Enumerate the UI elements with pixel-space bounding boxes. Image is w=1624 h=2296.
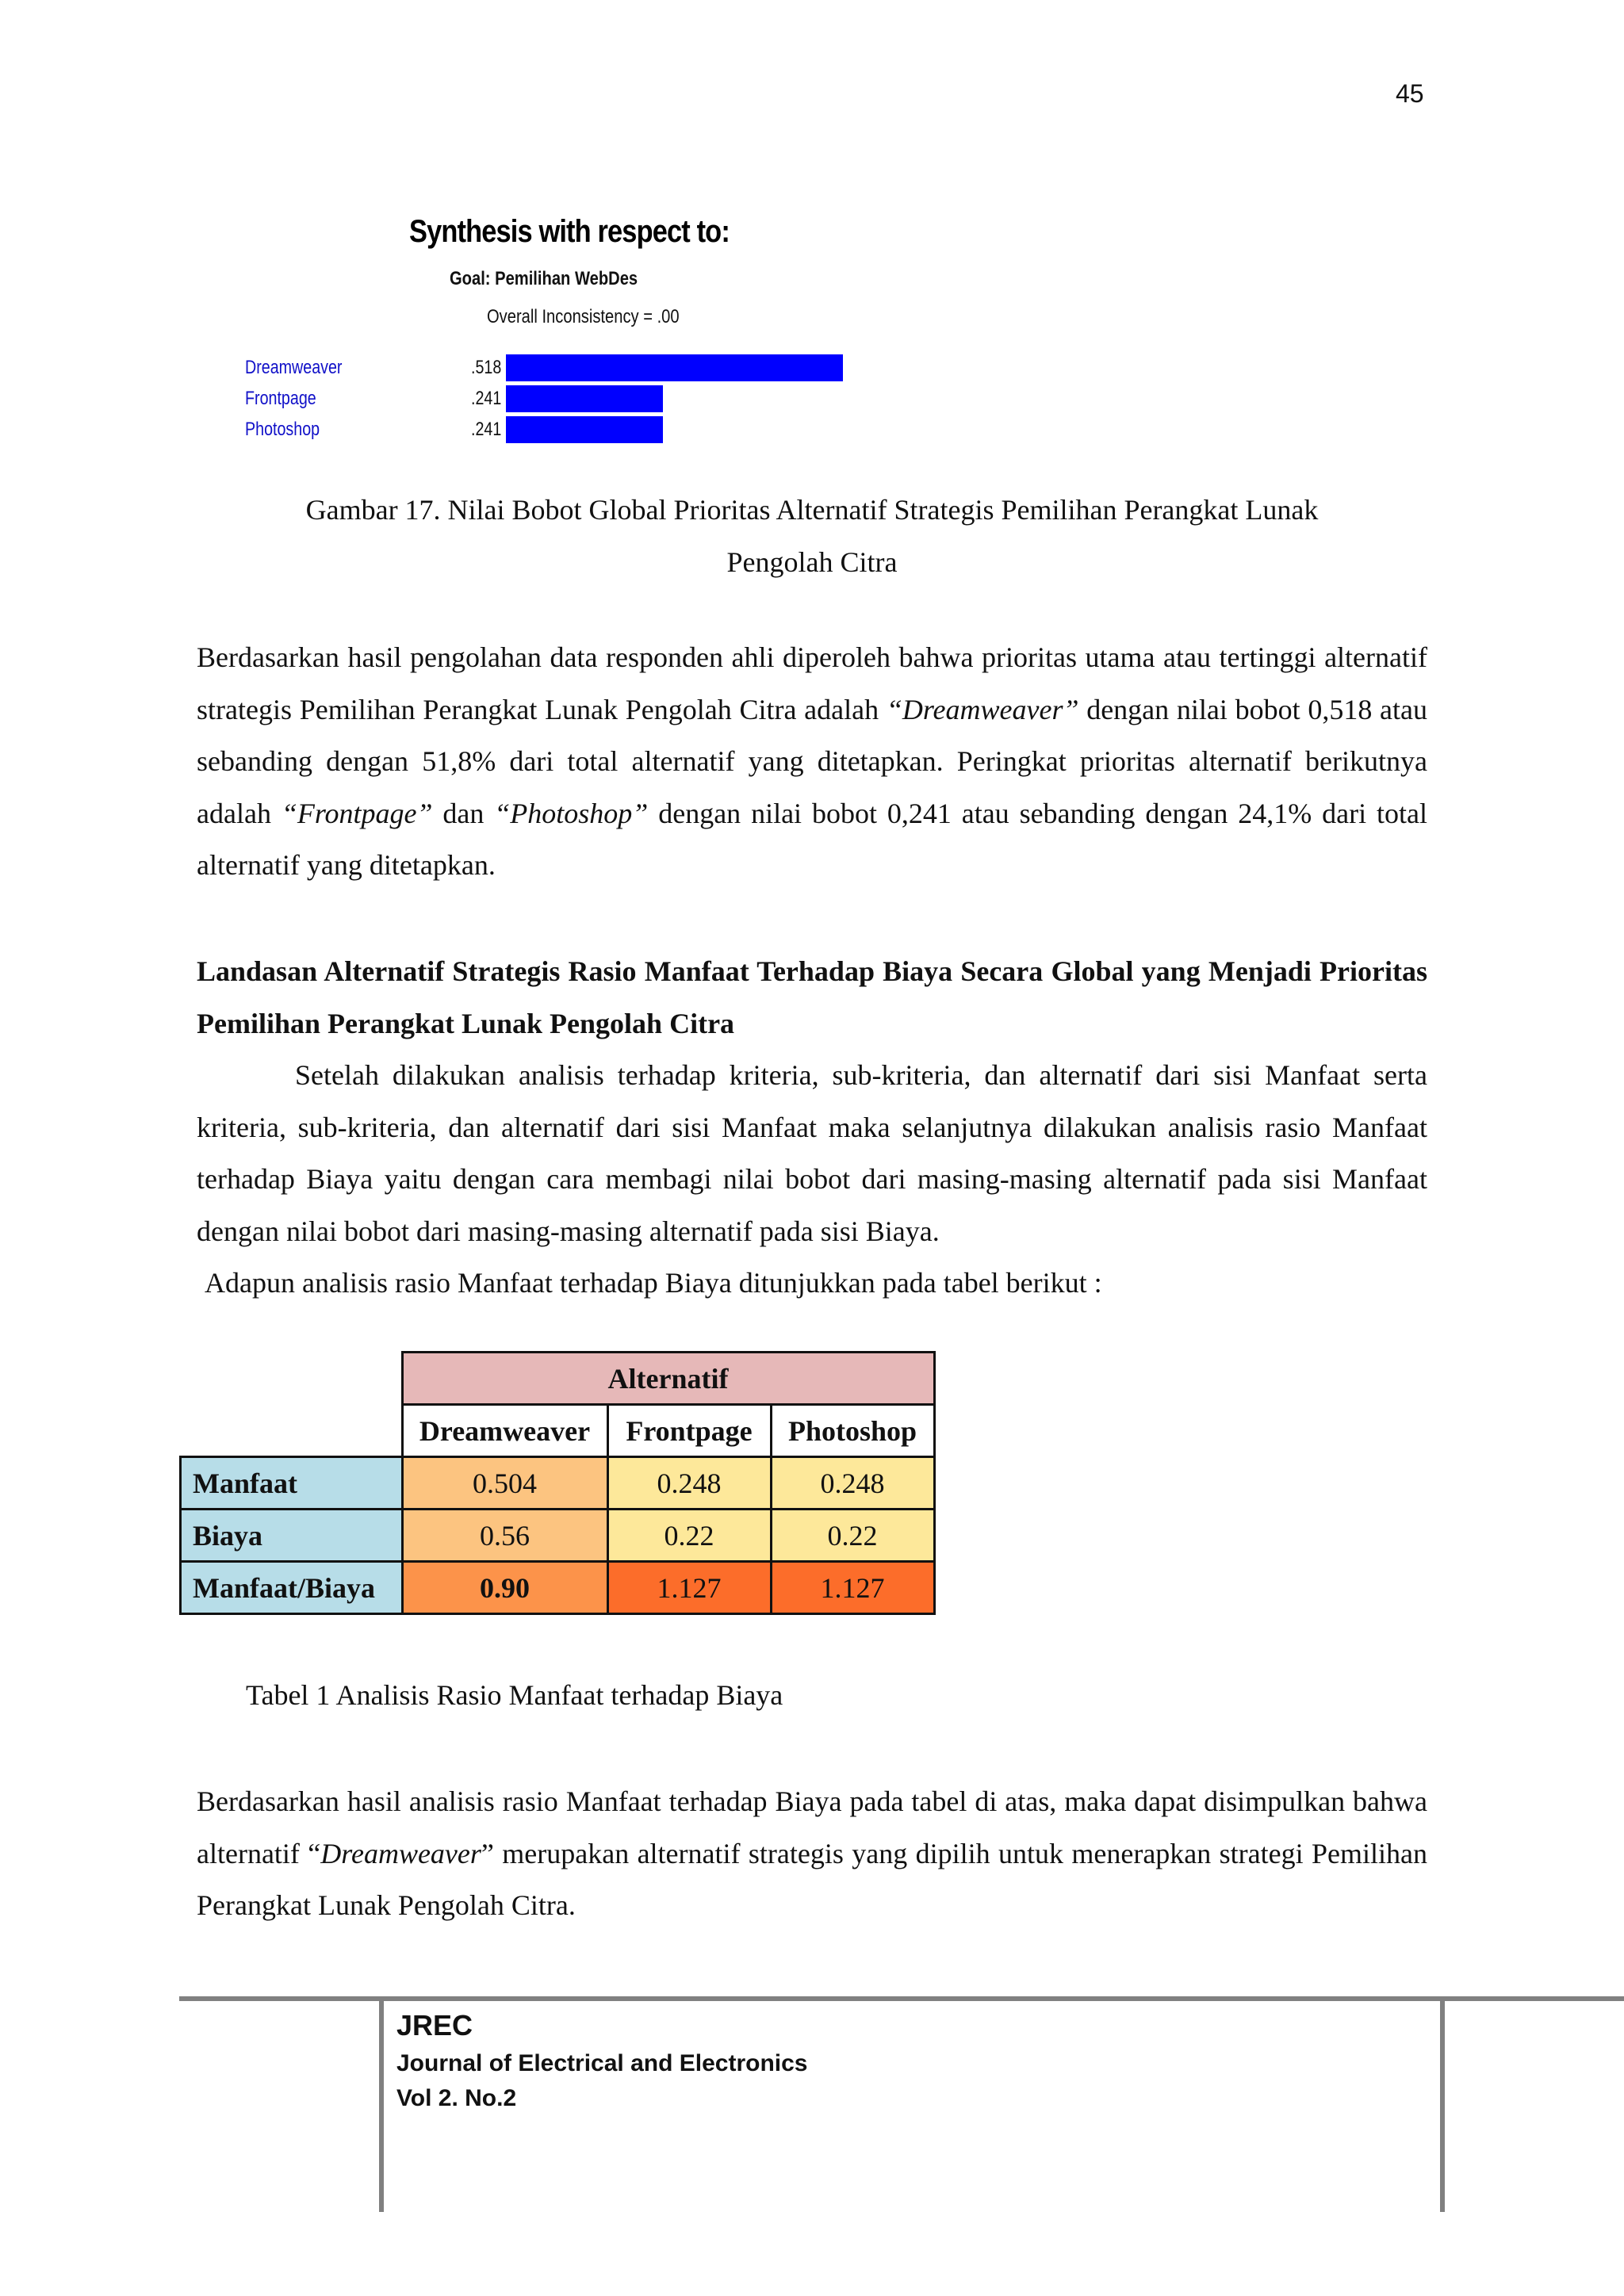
figure-caption-line2: Pengolah Citra xyxy=(726,546,898,578)
table-row xyxy=(181,1510,935,1562)
page-number: 45 xyxy=(1396,79,1424,108)
chart-bar xyxy=(506,354,843,381)
paragraph-analysis xyxy=(197,1050,1427,1310)
cell-biaya-frontpage: 0.22 xyxy=(607,1510,771,1562)
cell-manfaat-frontpage: 0.248 xyxy=(607,1457,771,1510)
col-header-dreamweaver: Dreamweaver xyxy=(402,1405,607,1457)
cell-manfaat-photoshop: 0.248 xyxy=(771,1457,934,1510)
section-heading: Landasan Alternatif Strategis Rasio Manfaat Terhadap Biaya Secara Global yang Menjadi Prioritas Pemilihan Perangkat Lunak Pengolah Citra xyxy=(197,955,1427,1039)
figure-caption xyxy=(198,484,1426,588)
row-label-ratio: Manfaat/Biaya xyxy=(181,1562,403,1614)
col-header-photoshop: Photoshop xyxy=(771,1405,934,1457)
row-label-manfaat: Manfaat xyxy=(181,1457,403,1510)
col-header-frontpage: Frontpage xyxy=(607,1405,771,1457)
chart-value-label: .518 xyxy=(471,357,502,378)
para2: Setelah dilakukan analisis terhadap kriteria, sub-kriteria, dan alternatif dari sisi Manfaat serta kriteria, sub-kriteria, dan alternatif dari sisi Manfaat maka selanjutnya dilakukan analisis rasio Manfaat terhadap Biaya yaitu dengan cara membagi nilai bobot dari masing-masing alternatif pada sisi Manfaat dengan nilai bobot dari masing-masing alternatif pada sisi Biaya. xyxy=(197,1059,1427,1247)
journal-abbr: JREC xyxy=(396,2009,473,2042)
cell-biaya-photoshop: 0.22 xyxy=(771,1510,934,1562)
cell-ratio-dreamweaver: 0.90 xyxy=(402,1562,607,1614)
para4-text1: Berdasarkan hasil analisis rasio Manfaat terhadap Biaya pada tabel di atas, maka dapat disimpulkan bahwa alternatif “ xyxy=(197,1785,1427,1869)
table-group-header: Alternatif xyxy=(402,1353,934,1405)
journal-name: Journal of Electrical and Electronics xyxy=(396,2050,808,2076)
para1-text4: dengan nilai bobot 0,241 atau sebanding dengan 24,1% dari total alternatif yang ditetapkan. xyxy=(197,797,1427,881)
footer-rule xyxy=(179,1996,1624,2001)
chart-goal: Goal: Pemilihan WebDes xyxy=(450,268,638,289)
figure-caption-line1: Gambar 17. Nilai Bobot Global Prioritas Alternatif Strategis Pemilihan Perangkat Lunak xyxy=(305,494,1319,526)
para1-em1: “Dreamweaver” xyxy=(886,693,1079,725)
chart-category-label: Dreamweaver xyxy=(245,357,343,378)
chart-inconsistency: Overall Inconsistency = .00 xyxy=(487,306,680,327)
ratio-table xyxy=(179,1351,936,1615)
footer-rule-left xyxy=(379,1996,384,2212)
chart-value-label: .241 xyxy=(471,388,502,409)
cell-manfaat-dreamweaver: 0.504 xyxy=(402,1457,607,1510)
table-row xyxy=(181,1562,935,1614)
chart-category-label: Photoshop xyxy=(245,419,320,440)
table-column-row xyxy=(181,1405,935,1457)
journal-volume: Vol 2. No.2 xyxy=(396,2085,517,2111)
para1-text3: dan xyxy=(432,797,495,829)
chart-value-label: .241 xyxy=(471,419,502,440)
paragraph-priority xyxy=(197,632,1427,892)
table-corner xyxy=(181,1353,403,1405)
table-caption: Tabel 1 Analisis Rasio Manfaat terhadap Biaya xyxy=(246,1679,783,1711)
paragraph-conclusion xyxy=(197,1776,1427,1932)
footer-rule-right xyxy=(1440,1996,1445,2212)
chart-bar xyxy=(506,416,663,443)
cell-ratio-photoshop: 1.127 xyxy=(771,1562,934,1614)
chart-bar xyxy=(506,385,663,412)
para1-text1: Berdasarkan hasil pengolahan data responden ahli diperoleh bahwa prioritas utama atau tertinggi alternatif strategis Pemilihan Perangkat Lunak Pengolah Citra adalah xyxy=(197,641,1427,725)
para3: Adapun analisis rasio Manfaat terhadap Biaya ditunjukkan pada tabel berikut : xyxy=(205,1267,1102,1299)
cell-biaya-dreamweaver: 0.56 xyxy=(402,1510,607,1562)
para1-em3: “Photoshop” xyxy=(494,797,649,829)
chart-category-label: Frontpage xyxy=(245,388,316,409)
cell-ratio-frontpage: 1.127 xyxy=(607,1562,771,1614)
para1-text2: dengan nilai bobot 0,518 atau sebanding dengan 51,8% dari total alternatif yang ditetapkan. Peringkat prioritas alternatif berikutnya adalah xyxy=(197,693,1427,829)
para1-em2: “Frontpage” xyxy=(281,797,433,829)
para4-em1: Dreamweaver xyxy=(320,1837,481,1869)
table-row xyxy=(181,1457,935,1510)
para4-text2: ” merupakan alternatif strategis yang dipilih untuk menerapkan strategi Pemilihan Perangkat Lunak Pengolah Citra. xyxy=(197,1837,1428,1921)
table-header-row xyxy=(181,1353,935,1405)
table-corner-2 xyxy=(181,1405,403,1457)
chart-title: Synthesis with respect to: xyxy=(409,214,730,249)
row-label-biaya: Biaya xyxy=(181,1510,403,1562)
